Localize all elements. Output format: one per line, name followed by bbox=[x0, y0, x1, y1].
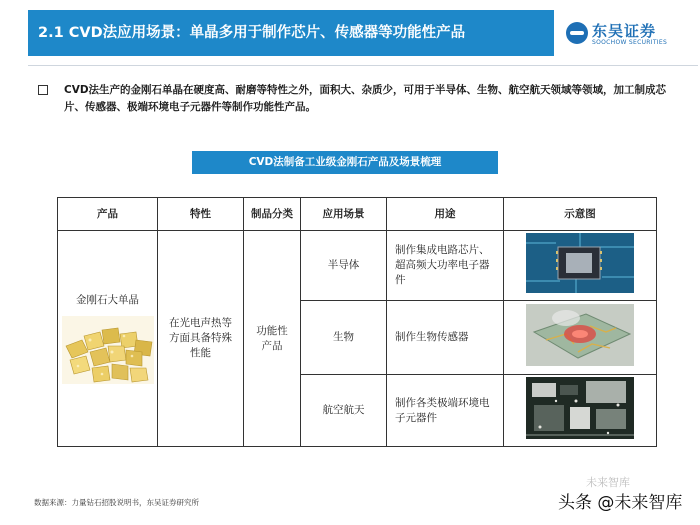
slide-header bbox=[0, 0, 700, 64]
table-title: CVD法制备工业级金刚石产品及场景梳理 bbox=[192, 151, 498, 174]
chip-circuit-image bbox=[526, 233, 634, 293]
scene-cell: 生物 bbox=[301, 301, 387, 375]
header-divider bbox=[28, 65, 698, 66]
category-cell: 功能性产品 bbox=[244, 231, 301, 447]
image-cell bbox=[504, 301, 657, 375]
slide-title: 2.1 CVD法应用场景：单晶多用于制作芯片、传感器等功能性产品 bbox=[28, 10, 554, 56]
table-row bbox=[58, 231, 657, 301]
bio-sensor-image bbox=[526, 304, 634, 366]
company-logo bbox=[566, 20, 696, 50]
column-header-category: 制品分类 bbox=[244, 198, 301, 231]
use-cell: 制作集成电路芯片、超高频大功率电子器件 bbox=[387, 231, 504, 301]
feature-cell: 在光电声热等方面具备特殊性能 bbox=[158, 231, 244, 447]
checkbox-square-icon bbox=[38, 85, 48, 95]
logo-name: 东吴证券 bbox=[592, 22, 657, 40]
scene-cell: 半导体 bbox=[301, 231, 387, 301]
use-cell: 制作各类极端环境电子元器件 bbox=[387, 375, 504, 447]
watermark-ghost: 未来智库 bbox=[586, 476, 630, 489]
logo-english-name: SOOCHOW SECURITIES bbox=[592, 39, 668, 46]
use-cell: 制作生物传感器 bbox=[387, 301, 504, 375]
products-table bbox=[57, 197, 657, 447]
data-source-note: 数据来源：力量钻石招股说明书，东吴证券研究所 bbox=[34, 498, 199, 507]
column-header-image: 示意图 bbox=[504, 198, 657, 231]
bullet-text: CVD法生产的金刚石单晶在硬度高、耐磨等特性之外，面积大、杂质少，可用于半导体、生物、航空航天领域等领域，加工制成芯片、传感器、极端环境电子元器件等制作功能性产品。 bbox=[64, 84, 667, 113]
bullet-paragraph bbox=[38, 82, 678, 116]
image-cell bbox=[504, 375, 657, 447]
electronic-board-image bbox=[526, 377, 634, 439]
watermark-text: 头条 @未来智库 bbox=[558, 493, 683, 513]
scene-cell: 航空航天 bbox=[301, 375, 387, 447]
column-header-product: 产品 bbox=[58, 198, 158, 231]
column-header-scene: 应用场景 bbox=[301, 198, 387, 231]
product-cell bbox=[58, 231, 158, 447]
table-header-row bbox=[58, 198, 657, 231]
diamond-crystals-image bbox=[62, 316, 154, 384]
column-header-use: 用途 bbox=[387, 198, 504, 231]
product-name: 金刚石大单晶 bbox=[76, 294, 139, 306]
logo-mark-icon bbox=[566, 22, 588, 44]
image-cell bbox=[504, 231, 657, 301]
column-header-feature: 特性 bbox=[158, 198, 244, 231]
